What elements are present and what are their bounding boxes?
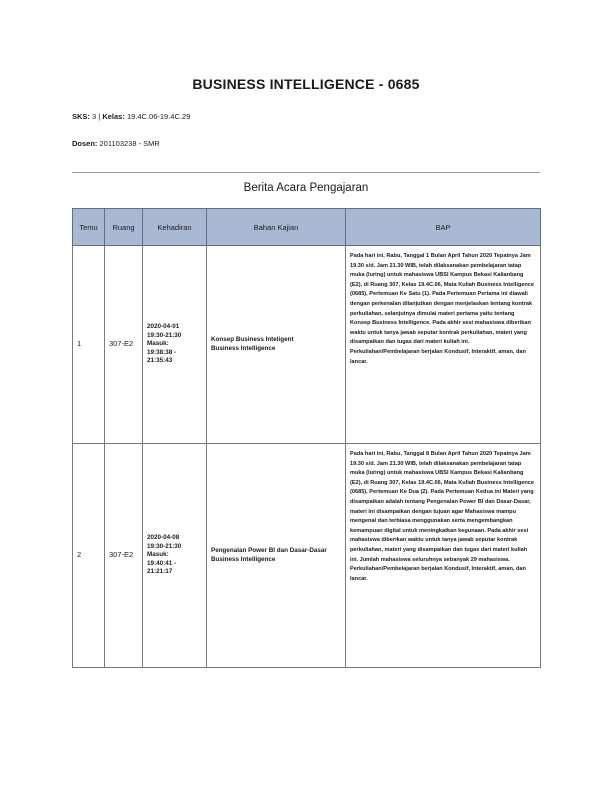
header-temu: Temu	[73, 209, 105, 246]
cell-bap: Pada hari ini, Rabu, Tanggal 1 Bulan April Tahun 2020 Tepatnya Jam 19.30 s/d. Jam 21.30 WIB, telah dilaksanakan pembelajaran tatap muka (luring) untuk mahasiswa UBSI Kampus Bekasi Kalianbang (E2), di Ruang 307, Kelas 19.4C.06, Mata Kuliah Business Intelligence (0685), Pertemuan Ke Satu (1). Pada Pertemuan Pertama ini diawali dengan perkenalan dilanjutkan dengan menjelaskan tentang kontrak perkuliahan, selanjutnya dimulai materi pertama yaitu tentang Konsep Business Intelligence. Pada akhir sesi mahasiswa diberikan waktu untuk tanya jawab seputar kontrak perkuliahan, materi yang disampaikan dan tugas dari materi kuliah ini. Perkuliahan/Pembelajaran berjalan Kondusif, Interaktif, aman, dan lancar.	[346, 246, 541, 444]
table-row	[73, 444, 541, 668]
kehadiran-in: 19:38:38 -	[147, 348, 177, 356]
header-kehadiran: Kehadiran	[143, 209, 207, 246]
table-row	[73, 246, 541, 444]
header-ruang: Ruang	[105, 209, 143, 246]
page-title: BUSINESS INTELLIGENCE - 0685	[192, 76, 420, 92]
kehadiran-date: 2020-04-08	[147, 534, 180, 542]
bahan-course: Business Intelligence	[211, 344, 276, 352]
kelas-label: Kelas:	[102, 112, 125, 121]
kehadiran-time: 19:30-21:30	[147, 542, 182, 550]
dosen-value: 201103238 - SMR	[99, 139, 160, 148]
teaching-log-table	[72, 208, 541, 668]
kehadiran-out: 21:35:43	[147, 357, 173, 365]
cell-temu: 2	[73, 444, 105, 668]
cell-kehadiran	[143, 246, 207, 444]
cell-bap: Pada hari ini, Rabu, Tanggal 8 Bulan April Tahun 2020 Tepatnya Jam 19.30 s/d. Jam 21.30 WIB, telah dilaksanakan pembelajaran tatap muka (luring) untuk mahasiswa UBSI Kampus Bekasi Kalianbang (E2), di Ruang 307, Kelas 19.4C.06, Mata Kuliah Business Intelligence (0685), Pertemuan Ke Dua (2). Pada Pertemuan Kedua ini Materi yang disampaikan adalah tentang Pengenalan Power BI dan Dasar-Dasar, materi ini disampaikan dengan tujuan agar Mahasiswa mampu mengenal dan terbiasa menggunakan serta mengembangkan kemampuan digital untuk meningkatkan kegunaan. Pada akhir sesi mahasiswa diberikan waktu untuk tanya jawab seputar kontrak perkuliahan, materi yang disampaikan dan tugas dari materi kuliah ini. Jumlah mahasiswa seluruhnya sebanyak 29 mahasiswa. Perkuliahan/Pembelajaran berjalan Kondusif, Interaktif, aman, dan lancar.	[346, 444, 541, 668]
course-meta-sks-kelas	[72, 112, 190, 121]
sks-value: 3	[92, 112, 97, 121]
divider	[72, 172, 540, 173]
dosen-label: Dosen:	[72, 139, 98, 148]
cell-ruang: 307-E2	[105, 246, 143, 444]
kehadiran-in: 19:40:41 -	[147, 559, 177, 567]
kehadiran-time: 19:30-21:30	[147, 331, 182, 339]
kehadiran-masuk-label: Masuk:	[147, 551, 169, 559]
course-meta-dosen	[72, 139, 160, 148]
cell-temu: 1	[73, 246, 105, 444]
sks-label: SKS:	[72, 112, 90, 121]
table-header-row	[73, 209, 541, 246]
cell-ruang: 307-E2	[105, 444, 143, 668]
bahan-topic: Konsep Business Inteligent	[211, 336, 294, 343]
section-title: Berita Acara Pengajaran	[243, 182, 369, 194]
kelas-value: 19.4C.06-19.4C.29	[126, 112, 191, 121]
cell-kehadiran	[143, 444, 207, 668]
bahan-course: Business Intelligence	[211, 555, 276, 563]
kehadiran-masuk-label: Masuk:	[147, 340, 169, 348]
kehadiran-date: 2020-04-01	[147, 323, 180, 331]
kehadiran-out: 21:21:17	[147, 568, 173, 576]
cell-bahan-kajian	[207, 444, 346, 668]
bahan-topic: Pengenalan Power BI dan Dasar-Dasar	[211, 547, 327, 554]
meta-separator: |	[98, 112, 101, 121]
header-bahan-kajian: Bahan Kajian	[207, 209, 346, 246]
header-bap: BAP	[346, 209, 541, 246]
cell-bahan-kajian	[207, 246, 346, 444]
